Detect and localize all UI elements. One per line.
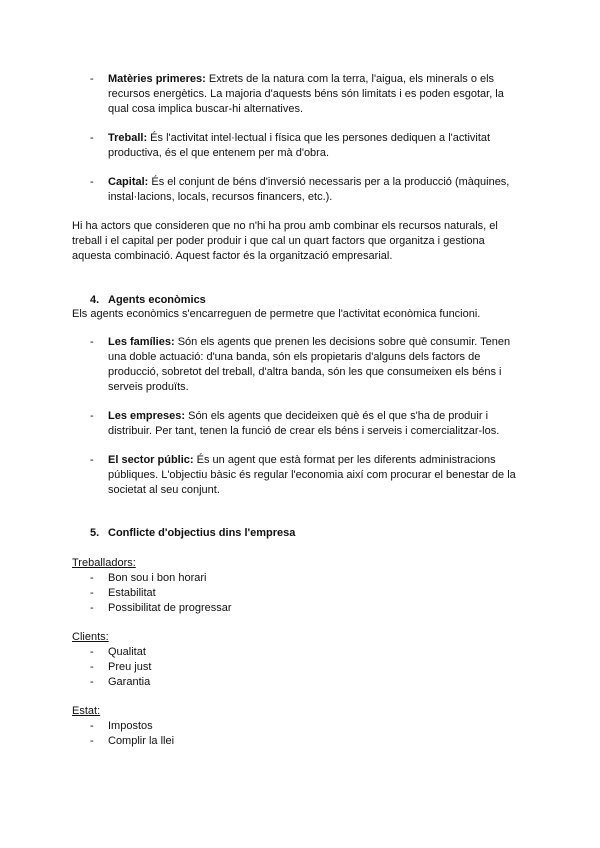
list-item: Estabilitat xyxy=(108,587,156,599)
bullet-dash: - xyxy=(90,410,94,422)
group-label-estat: Estat: xyxy=(72,705,101,717)
agent-term: El sector públic: xyxy=(108,454,194,466)
agent-empreses-line-2: distribuir. Per tant, tenen la funció de crear els béns i serveis i comercialitzar-los. xyxy=(108,425,500,437)
bullet-dash: - xyxy=(90,454,94,466)
list-item: Garantia xyxy=(108,676,151,688)
bullet-dash: - xyxy=(90,572,94,584)
org-paragraph-line-3: aquesta combinació. Aquest factor és la organització empresarial. xyxy=(72,250,393,262)
factor-materies-line-3: qual cosa implica buscar-hi alternatives. xyxy=(108,103,304,115)
bullet-dash: - xyxy=(90,735,94,747)
group-label-treballadors: Treballadors: xyxy=(72,557,136,569)
factor-term: Capital: xyxy=(108,176,149,188)
factor-capital-line-2: instal·lacions, locals, recursos financers, etc.). xyxy=(108,191,333,203)
list-item: Qualitat xyxy=(108,646,146,658)
bullet-dash: - xyxy=(90,661,94,673)
bullet-dash: - xyxy=(90,132,94,144)
bullet-dash: - xyxy=(90,676,94,688)
agent-sector-line-3: societat al seu conjunt. xyxy=(108,484,220,496)
agent-families-line-1: Les famílies: Són els agents que prenen les decisions sobre què consumir. Tenen xyxy=(108,336,511,348)
bullet-dash: - xyxy=(90,587,94,599)
agent-sector-line-2: públiques. L'objectiu bàsic és regular l'economia així com procurar el benestar de la xyxy=(108,469,516,481)
agent-term: Les empreses: xyxy=(108,410,186,422)
agent-families-line-3: producció, sobretot del treball, d'altra banda, són les que consumeixen els béns i xyxy=(108,366,502,378)
bullet-dash: - xyxy=(90,720,94,732)
list-item: Bon sou i bon horari xyxy=(108,572,207,584)
group-label-clients: Clients: xyxy=(72,631,109,643)
bullet-dash: - xyxy=(90,602,94,614)
factor-materies-line-2: recursos energètics. La majoria d'aquests béns són limitats i es poden esgotar, la xyxy=(108,88,504,100)
factor-treball-line-1: Treball: És l'activitat intel·lectual i física que les persones dediquen a l'activitat xyxy=(108,132,491,144)
bullet-dash: - xyxy=(90,646,94,658)
bullet-dash: - xyxy=(90,176,94,188)
factor-materies-line-1: Matèries primeres: Extrets de la natura com la terra, l'aigua, els minerals o els xyxy=(108,73,495,85)
bullet-dash: - xyxy=(90,336,94,348)
agent-sector-line-1: El sector públic: És un agent que està format per les diferents administracions xyxy=(108,454,496,466)
section-4-intro: Els agents econòmics s'encarreguen de permetre que l'activitat econòmica funcioni. xyxy=(72,308,481,320)
factor-treball-line-2: productiva, és el que entenem per mà d'obra. xyxy=(108,147,330,159)
section-4-number: 4. xyxy=(90,294,100,306)
section-5-number: 5. xyxy=(90,527,100,539)
factor-term: Matèries primeres: xyxy=(108,73,206,85)
org-paragraph-line-2: treball i el capital per poder produir i que cal un quart factors que organitza i gestiona xyxy=(72,235,485,247)
agent-empreses-line-1: Les empreses: Són els agents que decideixen què és el que s'ha de produir i xyxy=(108,410,489,422)
section-4-title: Agents econòmics xyxy=(108,294,206,306)
section-5-title: Conflicte d'objectius dins l'empresa xyxy=(108,527,296,539)
agent-term: Les famílies: xyxy=(108,336,175,348)
factor-term: Treball: xyxy=(108,132,148,144)
list-item: Preu just xyxy=(108,661,152,673)
list-item: Impostos xyxy=(108,720,153,732)
list-item: Complir la llei xyxy=(108,735,175,747)
list-item: Possibilitat de progressar xyxy=(108,602,232,614)
org-paragraph-line-1: Hi ha actors que consideren que no n'hi ha prou amb combinar els recursos naturals, el xyxy=(72,220,498,232)
factor-capital-line-1: Capital: És el conjunt de béns d'inversió necessaris per a la producció (màquines, xyxy=(108,176,510,188)
agent-families-line-4: serveis produïts. xyxy=(108,381,189,393)
agent-families-line-2: una doble actuació: d'una banda, són els propietaris d'alguns dels factors de xyxy=(108,351,481,363)
bullet-dash: - xyxy=(90,73,94,85)
